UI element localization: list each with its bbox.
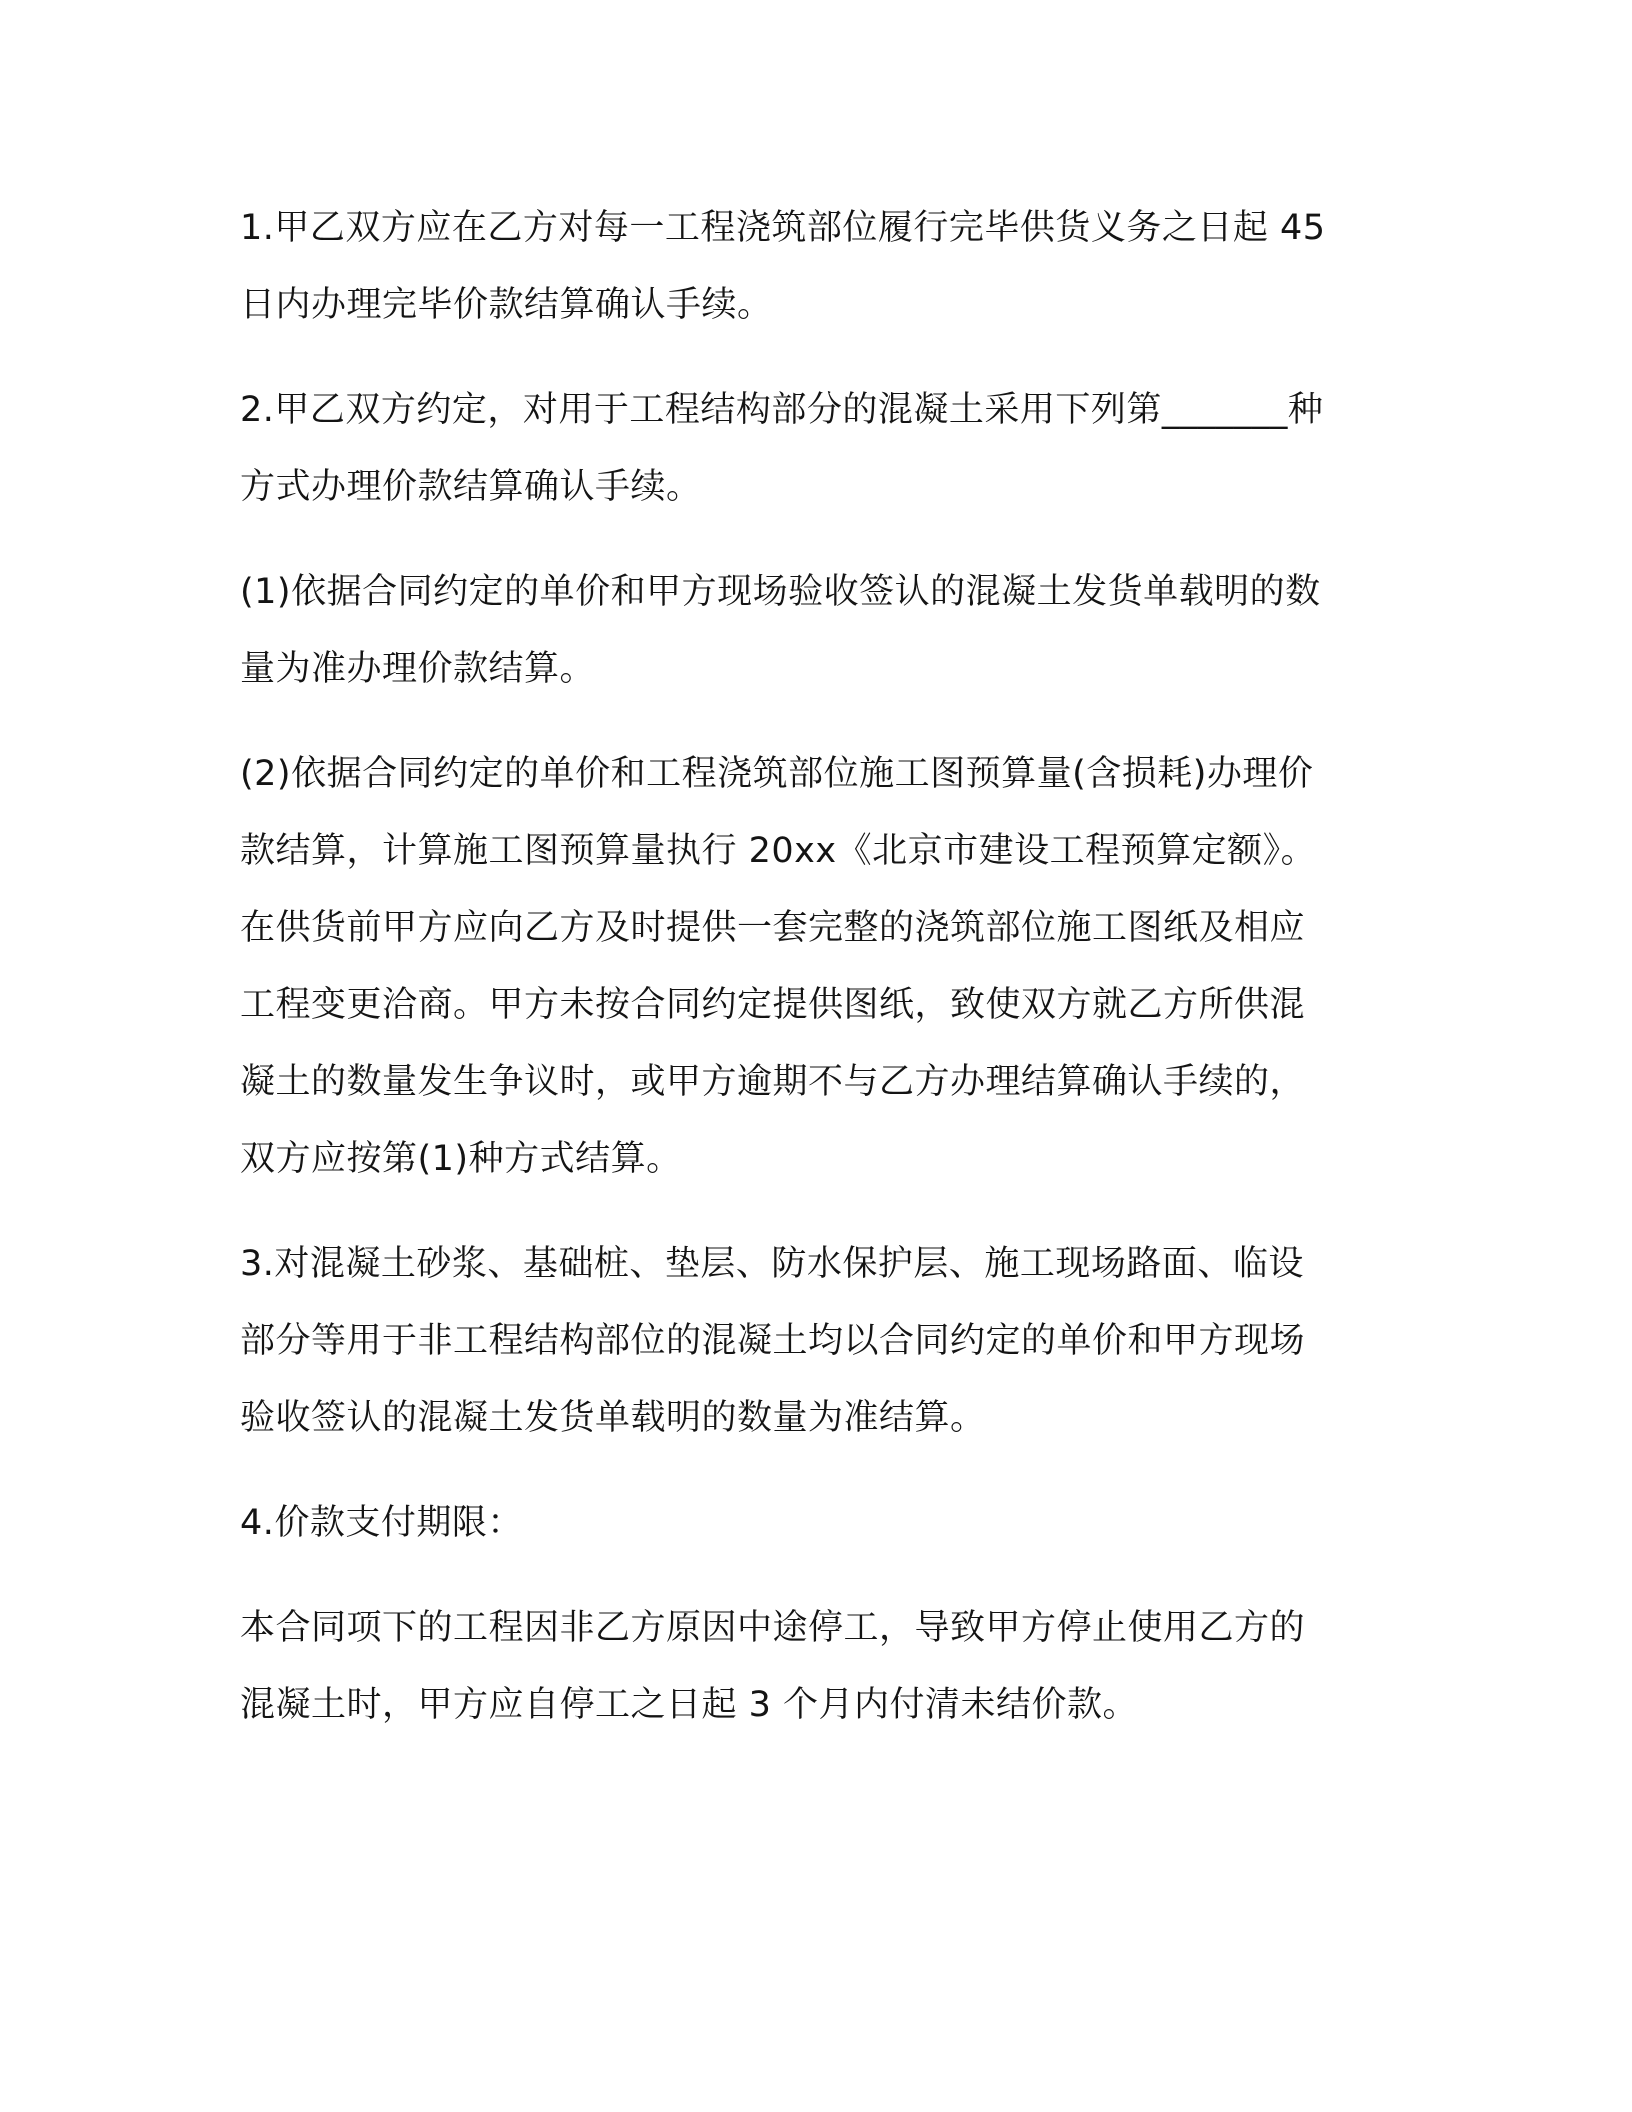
text-line: 量为准办理价款结算。 [240, 649, 596, 689]
text-line: 1.甲乙双方应在乙方对每一工程浇筑部位履行完毕供货义务之日起 45 [240, 208, 1326, 248]
text-line: (2)依据合同约定的单价和工程浇筑部位施工图预算量(含损耗)办理价 [240, 754, 1314, 794]
text-line: 验收签认的混凝土发货单载明的数量为准结算。 [240, 1398, 986, 1438]
text-line: 日内办理完毕价款结算确认手续。 [240, 285, 773, 325]
text-line: 本合同项下的工程因非乙方原因中途停工，导致甲方停止使用乙方的 [240, 1608, 1306, 1648]
clause-4-heading [240, 1485, 1410, 1562]
option-1-paragraph [240, 554, 1410, 708]
clause-3-paragraph [240, 1226, 1410, 1457]
text-line: 混凝土时，甲方应自停工之日起 3 个月内付清未结价款。 [240, 1685, 1139, 1725]
clause-2-paragraph [240, 372, 1410, 526]
text-line: 方式办理价款结算确认手续。 [240, 467, 702, 507]
text-line: 在供货前甲方应向乙方及时提供一套完整的浇筑部位施工图纸及相应 [240, 908, 1306, 948]
clause-1-paragraph [240, 190, 1410, 344]
text-line: 凝土的数量发生争议时，或甲方逾期不与乙方办理结算确认手续的， [240, 1062, 1306, 1102]
text-line: 部分等用于非工程结构部位的混凝土均以合同约定的单价和甲方现场 [240, 1321, 1306, 1361]
option-2-paragraph [240, 736, 1410, 1198]
text-line: 款结算，计算施工图预算量执行 20xx《北京市建设工程预算定额》。 [240, 831, 1317, 871]
text-line: 双方应按第(1)种方式结算。 [240, 1139, 682, 1179]
text-line: 工程变更洽商。甲方未按合同约定提供图纸，致使双方就乙方所供混 [240, 985, 1306, 1025]
text-line: 2.甲乙双方约定，对用于工程结构部分的混凝土采用下列第_______种 [240, 390, 1324, 430]
document-body [240, 190, 1410, 1772]
text-line: 4.价款支付期限： [240, 1503, 523, 1543]
text-line: (1)依据合同约定的单价和甲方现场验收签认的混凝土发货单载明的数 [240, 572, 1321, 612]
text-line: 3.对混凝土砂浆、基础桩、垫层、防水保护层、施工现场路面、临设 [240, 1244, 1304, 1284]
clause-4-body-paragraph [240, 1590, 1410, 1744]
